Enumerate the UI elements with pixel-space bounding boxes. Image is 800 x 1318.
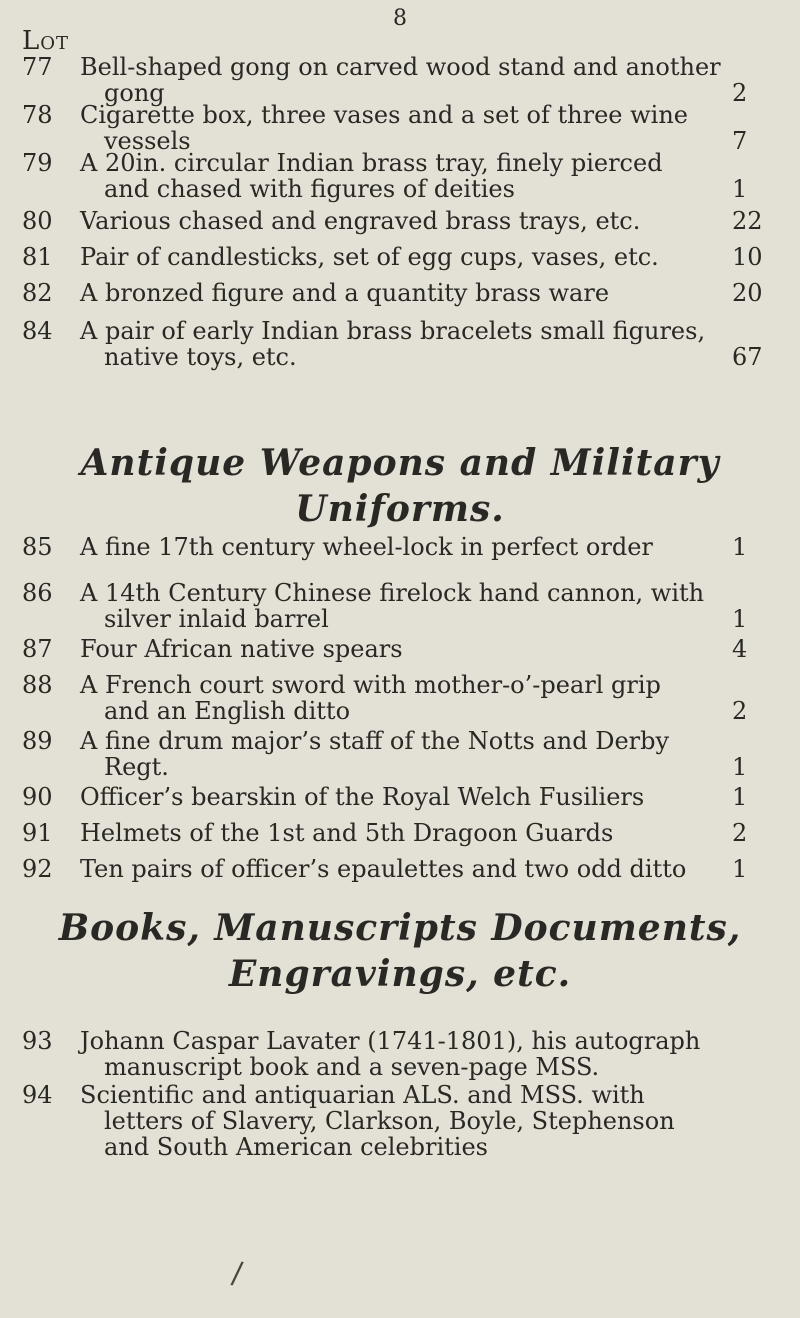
lot-description: [80, 672, 680, 724]
lot-price: 1: [732, 753, 748, 781]
lot-number: 80: [22, 207, 53, 235]
lot-column-header: Lot: [22, 26, 70, 56]
lot-entry: [22, 534, 792, 560]
lot-description: [80, 1082, 680, 1160]
lot-price: 1: [732, 783, 748, 811]
lot-price: 2: [732, 697, 748, 725]
lot-number: 82: [22, 279, 53, 307]
lot-entry: [22, 728, 792, 780]
lot-number: 78: [22, 101, 53, 129]
lot-description: [80, 534, 680, 560]
description-line: Officer’s bearskin of the Royal Welch Fusiliers: [80, 783, 645, 811]
lot-price: 7: [732, 127, 748, 155]
lot-description: [80, 855, 687, 883]
lot-number: 85: [22, 533, 53, 561]
lot-entry: [22, 672, 792, 724]
lot-number: 93: [22, 1027, 53, 1055]
description-line: and South American celebrities: [104, 1133, 488, 1161]
lot-number: 90: [22, 783, 53, 811]
lot-number: 86: [22, 579, 53, 607]
lot-number: 92: [22, 855, 53, 883]
lot-description: [80, 101, 688, 155]
description-line: gong: [104, 79, 165, 107]
lot-number: 79: [22, 149, 53, 177]
description-line: A pair of early Indian brass bracelets small figures,: [80, 317, 706, 345]
lot-description: [80, 784, 680, 810]
lot-entry: [22, 280, 792, 306]
lot-description: [80, 579, 705, 633]
lot-price: 1: [732, 533, 748, 561]
section-heading: Books, Manuscripts Documents,: [58, 907, 742, 949]
description-line: Johann Caspar Lavater (1741-1801), his autograph: [80, 1027, 701, 1055]
lot-price: 67: [732, 343, 763, 371]
lot-description: [80, 820, 680, 846]
description-line: and chased with figures of deities: [104, 175, 515, 203]
lot-number: 77: [22, 53, 53, 81]
section-heading: Uniforms.: [295, 488, 505, 530]
description-line: Bell-shaped gong on carved wood stand and another: [80, 53, 721, 81]
lot-number: 84: [22, 317, 53, 345]
lot-entry: [22, 856, 792, 882]
description-line: A French court sword with mother-o’-pearl grip: [80, 671, 661, 699]
lot-price: 1: [732, 175, 748, 203]
lot-number: 94: [22, 1081, 53, 1109]
lot-entry: [22, 208, 792, 234]
lot-entry: [22, 318, 792, 370]
lot-entry: [22, 1082, 792, 1160]
description-line: Regt.: [104, 753, 169, 781]
description-line: A 20in. circular Indian brass tray, finely pierced: [80, 149, 663, 177]
lot-description: [80, 1027, 701, 1081]
description-line: manuscript book and a seven-page MSS.: [104, 1053, 600, 1081]
description-line: Pair of candlesticks, set of egg cups, vases, etc.: [80, 243, 659, 271]
lot-description: [80, 280, 680, 306]
description-line: Cigarette box, three vases and a set of three wine: [80, 101, 688, 129]
description-line: A bronzed figure and a quantity brass ware: [80, 279, 610, 307]
lot-price: 10: [732, 243, 763, 271]
description-line: letters of Slavery, Clarkson, Boyle, Stephenson: [104, 1107, 675, 1135]
lot-entry: [22, 784, 792, 810]
lot-price: 1: [732, 855, 748, 883]
page-number: 8: [393, 6, 407, 31]
description-line: silver inlaid barrel: [104, 605, 329, 633]
lot-number: 81: [22, 243, 53, 271]
lot-description: [80, 208, 680, 234]
description-line: Various chased and engraved brass trays, etc.: [80, 207, 641, 235]
lot-price: 2: [732, 819, 748, 847]
description-line: A 14th Century Chinese firelock hand cannon, with: [80, 579, 705, 607]
lot-price: 4: [732, 635, 748, 663]
lot-price: 20: [732, 279, 763, 307]
section-heading: Engravings, etc.: [228, 953, 572, 995]
lot-entry: [22, 102, 792, 154]
lot-description: [80, 728, 680, 780]
description-line: Ten pairs of officer’s epaulettes and two odd ditto: [80, 855, 687, 883]
lot-price: 22: [732, 207, 763, 235]
lot-entry: [22, 580, 792, 632]
lot-number: 91: [22, 819, 53, 847]
description-line: A fine drum major’s staff of the Notts and Derby: [80, 727, 670, 755]
lot-description: [80, 150, 680, 202]
lot-entry: [22, 54, 792, 106]
lot-entry: [22, 820, 792, 846]
description-line: A fine 17th century wheel-lock in perfect order: [80, 533, 653, 561]
lot-description: [80, 636, 680, 662]
description-line: Helmets of the 1st and 5th Dragoon Guards: [80, 819, 614, 847]
lot-entry: [22, 1028, 792, 1080]
description-line: native toys, etc.: [104, 343, 297, 371]
section-heading: Antique Weapons and Military: [80, 442, 720, 484]
description-line: Four African native spears: [80, 635, 403, 663]
lot-number: 87: [22, 635, 53, 663]
lot-entry: [22, 150, 792, 202]
lot-description: [80, 53, 721, 107]
pencil-mark-icon: /: [229, 1255, 245, 1292]
lot-entry: [22, 244, 792, 270]
description-line: Scientific and antiquarian ALS. and MSS. with: [80, 1081, 645, 1109]
lot-price: 2: [732, 79, 748, 107]
lot-entry: [22, 636, 792, 662]
lot-number: 89: [22, 727, 53, 755]
description-line: and an English ditto: [104, 697, 351, 725]
lot-price: 1: [732, 605, 748, 633]
lot-description: [80, 244, 680, 270]
lot-number: 88: [22, 671, 53, 699]
description-line: vessels: [104, 127, 191, 155]
lot-description: [80, 317, 706, 371]
